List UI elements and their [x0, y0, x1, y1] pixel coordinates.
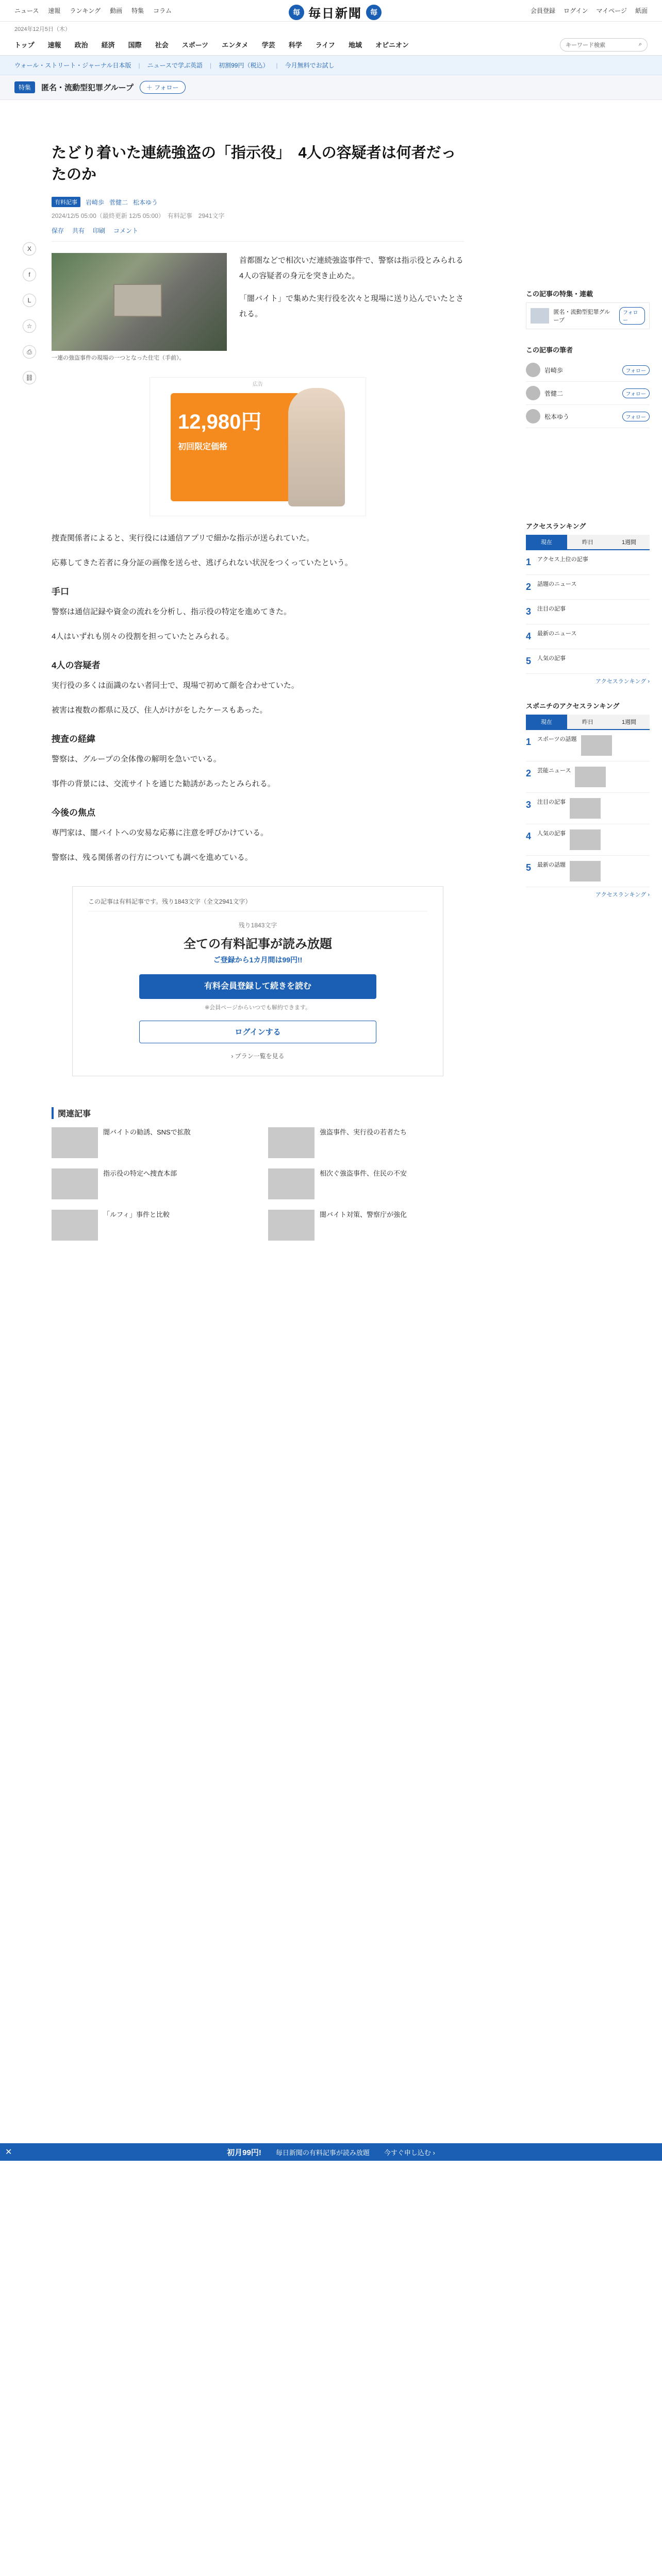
rank-title: 話題のニュース: [537, 581, 577, 587]
rank-title: 最新の話題: [537, 862, 566, 868]
related-heading: 関連記事: [52, 1107, 464, 1119]
related-item[interactable]: [268, 1168, 464, 1199]
related-title: 闇バイト対策、警察庁が強化: [320, 1210, 407, 1218]
nav-item[interactable]: エンタメ: [222, 41, 249, 49]
author-name: 菅健二: [544, 389, 564, 397]
rank-thumb: [575, 767, 606, 787]
body-subhead: 捜査の経緯: [52, 734, 95, 744]
rank-title: スポーツの話題: [537, 736, 577, 742]
author-name: 松本ゆう: [544, 413, 570, 420]
rank-number: 1: [526, 557, 532, 567]
related-thumb: [52, 1168, 98, 1199]
line-share-icon[interactable]: L: [23, 294, 36, 307]
related-thumb: [268, 1168, 315, 1199]
utility-link[interactable]: 特集: [131, 7, 144, 14]
comment-button[interactable]: コメント: [113, 227, 139, 235]
series-tag: 特集: [14, 81, 35, 93]
nav-item[interactable]: 社会: [155, 41, 169, 49]
utility-bar: [0, 0, 662, 22]
body-subhead: 手口: [52, 586, 69, 597]
sticky-price: 初月99円!: [227, 2148, 261, 2157]
rank-number: 1: [526, 737, 532, 747]
author-row[interactable]: [526, 405, 650, 428]
register-link[interactable]: 会員登録: [531, 7, 556, 14]
ranking-item[interactable]: [526, 575, 650, 600]
logo-mark-icon: 毎: [289, 5, 304, 20]
ranking-item[interactable]: [526, 550, 650, 575]
nav-item[interactable]: スポーツ: [181, 41, 209, 49]
related-thumb: [268, 1210, 315, 1241]
body-paragraph: 4人はいずれも別々の役割を担っていたとみられる。: [52, 632, 234, 641]
body-paragraph: 被害は複数の都県に及び、住人がけがをしたケースもあった。: [52, 705, 268, 715]
related-title: 強盗事件、実行役の若者たち: [320, 1128, 407, 1136]
related-thumb: [52, 1127, 98, 1158]
nav-item[interactable]: オピニオン: [375, 41, 409, 49]
promo-strip: [0, 56, 662, 75]
ad-label: 広告: [253, 381, 263, 387]
nav-item[interactable]: 国際: [128, 41, 142, 49]
related-item[interactable]: [52, 1127, 247, 1158]
main-nav: [0, 34, 662, 56]
rank-title: 芸能ニュース: [537, 768, 571, 774]
rank-thumb: [570, 861, 601, 882]
related-grid: [52, 1127, 464, 1241]
search-input[interactable]: [560, 38, 648, 52]
article-date: 2024/12/5 05:00（最終更新 12/5 05:00） 有料記事 2941文字: [52, 212, 225, 220]
ranking2-item[interactable]: [526, 793, 650, 824]
article-meta: [52, 197, 464, 207]
related-thumb: [268, 1127, 315, 1158]
ad-price: 12,980円: [178, 410, 262, 433]
rank-number: 2: [526, 582, 532, 592]
utility-link[interactable]: 動画: [110, 7, 123, 14]
utility-link[interactable]: ランキング: [70, 7, 101, 14]
related-title: 指示役の特定へ捜査本部: [103, 1169, 177, 1177]
utility-link[interactable]: ニュース: [14, 7, 39, 14]
rank-number: 5: [526, 862, 532, 873]
nav-item[interactable]: 政治: [74, 41, 88, 49]
paywall-box: [72, 886, 443, 1076]
promo-link[interactable]: ニュースで学ぶ英語: [147, 62, 203, 69]
login-button[interactable]: ログインする: [139, 1021, 376, 1043]
x-share-icon[interactable]: X: [23, 242, 36, 256]
rank-number: 5: [526, 656, 532, 666]
paywall-note: ※会員ページからいつでも解約できます。: [204, 1004, 311, 1011]
rank-number: 4: [526, 831, 532, 841]
author-follow-button[interactable]: フォロー: [622, 365, 650, 375]
rank-title: 最新のニュース: [537, 631, 577, 637]
rank-thumb: [581, 735, 612, 756]
right-sidebar: [526, 289, 650, 914]
ranking2-item[interactable]: [526, 856, 650, 887]
series-box-heading: この記事の特集・連載: [526, 290, 593, 298]
series-box: [526, 289, 650, 329]
promo-divider: |: [209, 61, 212, 69]
paywall-remaining: 残り1843文字: [238, 921, 277, 929]
share-button[interactable]: 共有: [72, 227, 85, 235]
author-box: [526, 345, 650, 428]
author-link[interactable]: 松本ゆう: [133, 198, 158, 206]
series-bar: [0, 75, 662, 100]
rank-number: 3: [526, 606, 532, 617]
rank-number: 3: [526, 800, 532, 810]
rank-title: 人気の記事: [537, 655, 566, 662]
body-paragraph: 警察は通信記録や資金の流れを分析し、指示役の特定を進めてきた。: [52, 607, 292, 616]
promo-divider: |: [138, 61, 140, 69]
subscribe-button[interactable]: 有料会員登録して続きを読む: [139, 974, 376, 999]
paid-badge: 有料記事: [52, 197, 80, 207]
account-links: [531, 6, 648, 15]
nav-item[interactable]: 速報: [47, 41, 61, 49]
print-button[interactable]: 印刷: [93, 227, 106, 235]
ranking-tab[interactable]: 現在: [526, 535, 567, 549]
nav-item[interactable]: ライフ: [315, 41, 335, 49]
author-follow-button[interactable]: フォロー: [622, 412, 650, 421]
ranking2-heading: スポニチのアクセスランキング: [526, 702, 620, 710]
ranking2-item[interactable]: [526, 761, 650, 793]
nav-item[interactable]: 経済: [101, 41, 115, 49]
ranking2-item[interactable]: [526, 824, 650, 856]
promo-link[interactable]: 今月無料でお試し: [285, 62, 335, 69]
hero-photo[interactable]: [52, 253, 227, 351]
ad-banner[interactable]: [150, 377, 366, 516]
promo-divider: |: [276, 61, 278, 69]
rank-title: 人気の記事: [537, 831, 566, 837]
facebook-share-icon[interactable]: f: [23, 268, 36, 281]
close-icon[interactable]: ✕: [5, 2148, 12, 2157]
sticky-text: 毎日新聞の有料記事が読み放題: [275, 2148, 370, 2157]
body-paragraph: 捜査関係者によると、実行役には通信アプリで細かな指示が送られていた。: [52, 533, 315, 543]
ad-price-box: [171, 393, 300, 501]
ranking-item[interactable]: [526, 600, 650, 624]
body-paragraph: 実行役の多くは面識のない者同士で、現場で初めて顔を合わせていた。: [52, 681, 299, 690]
body-paragraph: 応募してきた若者に身分証の画像を送らせ、逃げられない状況をつくっていたという。: [52, 558, 353, 567]
article-main: [52, 122, 464, 1241]
paywall-offer: ご登録から1カ月間は99円!!: [213, 955, 303, 964]
logo-text: 毎日新聞: [308, 6, 362, 21]
sticky-subscribe-bar: [0, 2143, 662, 2161]
photo-caption: 一連の強盗事件の現場の一つとなった住宅（手前）。: [52, 355, 185, 362]
share-tools: [23, 242, 38, 384]
rank-title: 注目の記事: [537, 606, 566, 612]
paywall-notice: この記事は有料記事です。残り1843文字（全文2941文字）: [88, 897, 427, 911]
ranking2-tabs: [526, 715, 650, 730]
ranking-box: [526, 521, 650, 685]
ranking-item[interactable]: [526, 649, 650, 674]
nav-item[interactable]: 地域: [348, 41, 362, 49]
series-box-name: 匿名・流動型犯罪グループ: [553, 309, 610, 324]
author-name: 岩崎歩: [544, 366, 564, 374]
avatar: [526, 386, 540, 400]
avatar: [526, 363, 540, 377]
rank-title: アクセス上位の記事: [537, 556, 588, 563]
ranking-heading: アクセスランキング: [526, 522, 586, 530]
series-box-item[interactable]: [526, 302, 650, 329]
lead-paragraph: 首都圏などで相次いだ連続強盗事件で、警察は指示役とみられる4人の容疑者の身元を突き止めた。: [239, 256, 464, 281]
save-button[interactable]: 保存: [52, 227, 64, 235]
ranking2-tab[interactable]: 現在: [526, 715, 567, 729]
rank-title: 注目の記事: [537, 799, 566, 805]
author-link[interactable]: 菅健二: [109, 198, 128, 206]
body-paragraph: 警察は、グループの全体像の解明を急いでいる。: [52, 754, 221, 764]
author-box-heading: この記事の筆者: [526, 346, 573, 354]
ranking2-tab[interactable]: 昨日: [567, 715, 608, 729]
paywall-title: 全ての有料記事が読み放題: [184, 937, 332, 951]
series-thumb: [531, 308, 549, 324]
ranking2-box: [526, 701, 650, 899]
logo-mark-icon: 毎: [366, 5, 382, 20]
author-follow-button[interactable]: フォロー: [622, 388, 650, 398]
utility-links: [14, 6, 172, 15]
paper-link[interactable]: 紙面: [635, 7, 648, 14]
avatar: [526, 409, 540, 423]
article-lead: [239, 253, 464, 363]
plan-list-link[interactable]: › プラン一覧を見る: [231, 1052, 285, 1060]
related-item[interactable]: [52, 1168, 247, 1199]
site-logo[interactable]: [289, 3, 382, 21]
rank-number: 2: [526, 768, 532, 778]
body-paragraph: 事件の背景には、交流サイトを通じた勧誘があったとみられる。: [52, 779, 275, 788]
hero-figure: [52, 253, 227, 363]
nav-item[interactable]: 科学: [288, 41, 302, 49]
utility-link[interactable]: 速報: [48, 7, 61, 14]
series-name[interactable]: 匿名・流動型犯罪グループ: [41, 83, 134, 92]
rank-number: 4: [526, 631, 532, 641]
date-line: 2024年12月5日（木）: [14, 26, 71, 32]
login-link[interactable]: ログイン: [564, 7, 588, 14]
related-title: 相次ぐ強盗事件、住民の不安: [320, 1169, 407, 1177]
ranking2-tab[interactable]: 1週間: [608, 715, 650, 729]
promo-link[interactable]: ウォール・ストリート・ジャーナル日本版: [14, 62, 131, 69]
nav-item[interactable]: トップ: [14, 41, 35, 49]
mypage-link[interactable]: マイページ: [596, 7, 627, 14]
article-title: たどり着いた連続強盗の「指示役」 4人の容疑者は何者だったのか: [52, 145, 456, 183]
sticky-cta-button[interactable]: 今すぐ申し込む ›: [384, 2148, 435, 2157]
related-item[interactable]: [52, 1210, 247, 1241]
body-paragraph: 警察は、残る関係者の行方についても調べを進めている。: [52, 853, 253, 862]
body-subhead: 4人の容疑者: [52, 660, 101, 670]
article-hero: [52, 253, 464, 363]
utility-link[interactable]: コラム: [153, 7, 172, 14]
ad-person-image: [288, 388, 345, 506]
search-placeholder: キーワード検索: [566, 42, 605, 48]
follow-button[interactable]: ＋ フォロー: [140, 81, 186, 94]
ranking-more-link[interactable]: アクセスランキング ›: [595, 679, 650, 685]
related-articles: [52, 1107, 464, 1241]
nav-item[interactable]: 学芸: [261, 41, 275, 49]
related-thumb: [52, 1210, 98, 1241]
ranking-tabs: [526, 535, 650, 550]
ranking-tab[interactable]: 昨日: [567, 535, 608, 549]
ranking-item[interactable]: [526, 624, 650, 649]
article-actions: [52, 226, 464, 242]
link-copy-icon[interactable]: ⛓: [23, 371, 36, 384]
related-title: 「ルフィ」事件と比較: [103, 1210, 170, 1218]
author-row[interactable]: [526, 359, 650, 382]
body-paragraph: 専門家は、闇バイトへの安易な応募に注意を呼びかけている。: [52, 828, 269, 837]
ranking2-more-link[interactable]: アクセスランキング ›: [595, 892, 650, 898]
related-item[interactable]: [268, 1127, 464, 1158]
rank-thumb: [570, 798, 601, 819]
ad-sub: 初回限定価格: [178, 442, 228, 451]
ranking-tab[interactable]: 1週間: [608, 535, 650, 549]
related-item[interactable]: [268, 1210, 464, 1241]
search-icon[interactable]: ⌕: [638, 41, 642, 47]
article-body: [52, 531, 464, 866]
related-title: 闇バイトの勧誘、SNSで拡散: [103, 1128, 191, 1136]
lead-paragraph: 「闇バイト」で集めた実行役を次々と現場に送り込んでいたとされる。: [239, 294, 464, 319]
author-row[interactable]: [526, 382, 650, 405]
bookmark-icon[interactable]: ☆: [23, 319, 36, 333]
series-follow-button[interactable]: フォロー: [619, 307, 645, 325]
body-subhead: 今後の焦点: [52, 807, 95, 818]
ranking2-item[interactable]: [526, 730, 650, 761]
rank-thumb: [570, 829, 601, 850]
promo-link[interactable]: 初割99円（税込）: [219, 62, 269, 69]
print-icon[interactable]: ⎙: [23, 345, 36, 359]
author-link[interactable]: 岩崎歩: [86, 198, 105, 206]
